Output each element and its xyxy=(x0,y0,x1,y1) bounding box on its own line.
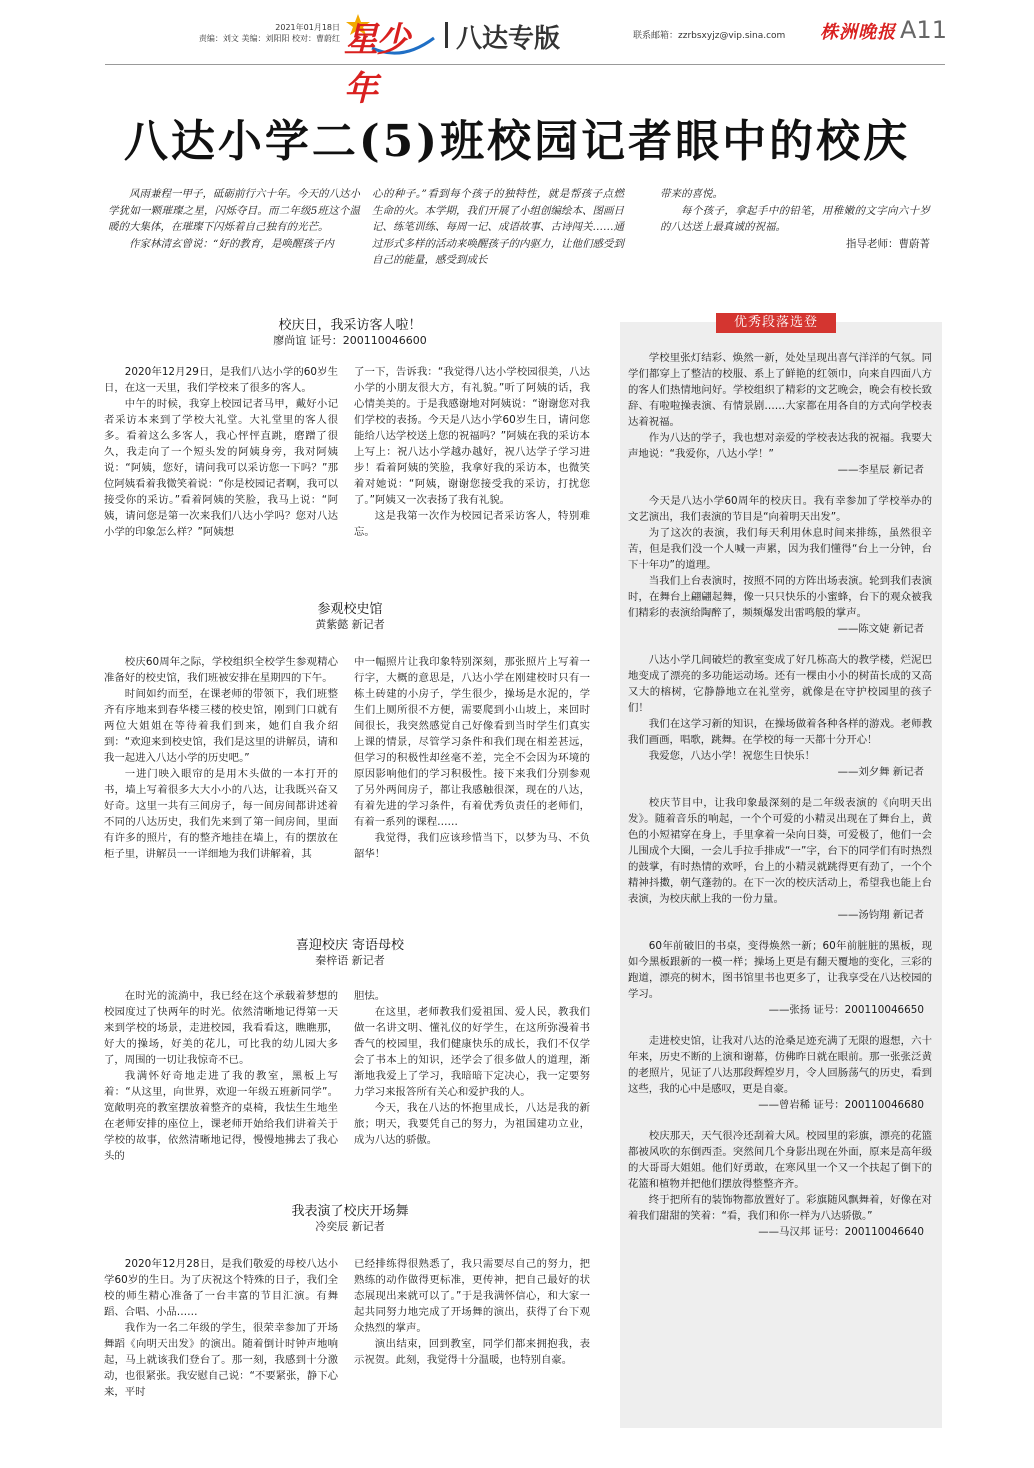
sidebar-excerpts xyxy=(628,350,932,1255)
excerpt-item xyxy=(628,795,932,923)
header-divider xyxy=(445,22,448,48)
article-paragraph: 这是我第一次作为校园记者采访客人，特别难忘。 xyxy=(354,510,590,538)
article-column xyxy=(354,1256,590,1432)
intro-paragraph: 风雨兼程一甲子，砥砺前行六十年。今天的八达小学犹如一颗璀璨之星，闪烁夺目。而二年级5班这个温暖的大集体，在璀璨下闪烁着自己独有的光芒。 xyxy=(108,188,360,233)
intro-column-1 xyxy=(108,186,360,252)
excerpt-paragraph: 走进校史馆，让我对八达的沧桑足迹充满了无限的遐想，六十年来，历史不断的上演和谢幕，仿佛昨日就在眼前。那一张张泛黄的老照片，见证了八达那段辉煌岁月，令人回肠荡气的历史，看到这些，我的心中是感叹，更是自豪。 xyxy=(628,1035,932,1095)
issue-date: 2021年01月18日 xyxy=(275,23,340,32)
article-paragraph: 在时光的流淌中，我已经在这个承载着梦想的校园度过了快两年的时光。依然清晰地记得第一天来到学校的场景，走进校园，我看看这，瞧瞧那，好大的操场，好美的花儿，可比我的幼儿园大多了，周围的一切让我惊奇不已。 xyxy=(104,990,338,1066)
article-column xyxy=(104,988,338,1184)
article-byline: 廖尚谊 证号：200110046600 xyxy=(273,334,427,347)
article-paragraph: 一进门映入眼帘的是用木头做的一本打开的书，墙上写着很多大大小小的八达，让我既兴奋又好奇。这里一共有三间房子，每一间房间都讲述着不同的八达历史，我们先来到了第一间房间，里面有许多的照片，有的整齐地挂在墙上，有的摆放在柜子里，讲解员一一详细地为我们讲解着，其 xyxy=(104,768,338,860)
excerpt-paragraph: 作为八达的学子，我也想对亲爱的学校表达我的祝福。我要大声地说：“我爱你，八达小学！” xyxy=(628,432,932,460)
article-paragraph: 时间如约而至，在课老师的带领下，我们班整齐有序地来到春华楼三楼的校史馆，刚到门口就有两位大姐姐在等待着我们到来，她们自我介绍到：“欢迎来到校史馆，我们是这里的讲解员，请和我一起进入八达小学的历史吧。” xyxy=(104,688,338,764)
excerpt-paragraph: 我们在这学习新的知识，在操场做着各种各样的游戏。老师教我们画画，唱歌，跳舞。在学校的每一天都十分开心！ xyxy=(628,718,932,746)
article-column xyxy=(354,654,590,916)
staff-credits: 责编：刘文 美编：刘阳阳 校对：曹蔚红 xyxy=(198,34,340,43)
article-column xyxy=(104,654,338,916)
excerpt-paragraph: 为了这次的表演，我们每天利用休息时间来排练，虽然很辛苦，但是我们没一个人喊一声累，因为我们懂得“台上一分钟，台下十年功”的道理。 xyxy=(628,527,932,571)
article-column xyxy=(104,364,338,580)
excerpt-item xyxy=(628,652,932,780)
article-paragraph: 已经排练得很熟悉了，我只需要尽自己的努力，把熟练的动作做得更标准，更传神，把自己最好的状态展现出来就可以了。”于是我满怀信心，和大家一起共同努力地完成了开场舞的演出，获得了台下观众热烈的掌声。 xyxy=(354,1258,590,1334)
article-paragraph: 2020年12月29日，是我们八达小学的60岁生日，在这一天里，我们学校来了很多的客人。 xyxy=(104,366,338,394)
article-paragraph: 中午的时候，我穿上校园记者马甲，戴好小记者采访本来到了学校大礼堂。大礼堂里的客人很多。看着这么多客人，我心怦怦直跳，磨蹭了很久，我走向了一个短头发的阿姨身旁，我对阿姨说：“阿姨，您好，请问我可以采访您一下吗？”那位阿姨看着我微笑着说：“你是校园记者啊，我可以接受你的采访。”看着阿姨的笑脸，我马上说：“阿姨，请问您是第一次来我们八达小学吗？您对八达小学的印象怎么样？”阿姨想 xyxy=(104,398,338,538)
excerpt-paragraph: 校庆那天，天气很冷还刮着大风。校园里的彩旗，漂亮的花篮都被风吹的东倒西歪。突然间几个身影出现在外面，原来是高年级的大哥哥大姐姐。他们好勇敢，在寒风里一个又一个扶起了倒下的花篮和植物并把他们摆放得整整齐齐。 xyxy=(628,1130,932,1190)
teacher-credit: 指导老师：曹蔚菁 xyxy=(846,237,930,250)
intro-paragraph: 心的种子。”看到每个孩子的独特性，就是帮孩子点燃生命的火。本学期，我们开展了小组创编绘本、图画日记、练笔训练、每周一记、成语故事、古诗闯关……通过形式多样的活动来唤醒孩子的内驱力，让他们感受到自己的能量，感受到成长 xyxy=(372,188,624,266)
article-paragraph: 中一幅照片让我印象特别深刻，那张照片上写着一行字，大概的意思是，八达小学在刚建校时只有一栋土砖建的小房子，学生很少，操场是水泥的，学生们上厕所很不方便，需要爬到小山坡上，来回时间很长，我突然感觉自己好像看到当时学生们真实上课的情景，尽管学习条件和我们现在相差甚远，但学习的积极性却丝毫不差，完全不会因为环境的原因影响他们的学习积极性。接下来我们分别参观了另外两间房子，都让我感触很深，现在的八达，有着先进的学习条件，有着优秀负责任的老师们，有着一系列的课程…… xyxy=(354,656,590,828)
article-paragraph: 了一下，告诉我：“我觉得八达小学校园很美，八达小学的小朋友很大方，有礼貌。”听了阿姨的话，我心情美美的。于是我感谢地对阿姨说：“谢谢您对我们学校的表扬。今天是八达小学60岁生日，请问您能给八达学校送上您的祝福吗？”阿姨在我的采访本上写上：祝八达小学越办越好，祝八达学子学习进步！看着阿姨的笑脸，我拿好我的采访本，也微笑着对她说：“阿姨，谢谢您接受我的采访，打扰您了。”阿姨又一次表扬了我有礼貌。 xyxy=(354,366,590,506)
excerpt-item xyxy=(628,350,932,478)
excerpt-signature: ——刘夕舞 新记者 xyxy=(837,766,924,778)
article-byline: 冷奕辰 新记者 xyxy=(315,1220,385,1233)
page-headline: 八达小学二(5)班校园记者眼中的校庆 xyxy=(123,116,911,167)
brand-logo xyxy=(342,8,438,109)
excerpt-signature: ——陈文婕 新记者 xyxy=(837,623,924,635)
excerpt-item xyxy=(628,938,932,1018)
excerpt-paragraph: 八达小学几间破烂的教室变成了好几栋高大的教学楼，烂泥巴地变成了漂亮的多功能运动场。还有一棵由小小的树苗长成的又高又大的榕树，它静静地立在礼堂旁，就像是在守护校园里的孩子们！ xyxy=(628,654,932,714)
intro-paragraph: 作家林清玄曾说：“好的教育，是唤醒孩子内 xyxy=(129,237,334,250)
article-paragraph: 校庆60周年之际，学校组织全校学生参观精心准备好的校史馆，我们班被安排在星期四的下午。 xyxy=(104,656,338,684)
excerpt-item xyxy=(628,1033,932,1113)
excerpt-item xyxy=(628,1128,932,1240)
article-title: 校庆日，我采访客人啦！ xyxy=(278,318,422,333)
intro-paragraph: 每个孩子，拿起手中的铅笔，用稚嫩的文字向六十岁的八达送上最真诚的祝福。 xyxy=(660,204,930,233)
header-rule xyxy=(105,64,945,65)
article-paragraph: 胆怯。 xyxy=(354,990,386,1002)
article-paragraph: 2020年12月28日，是我们敬爱的母校八达小学60岁的生日。为了庆祝这个特殊的日子，我们全校的师生精心准备了一台丰富的节目汇演。有舞蹈、合唱、小品…… xyxy=(104,1258,338,1318)
excerpt-signature: ——曾岩稀 证号：200110046680 xyxy=(758,1099,924,1111)
article-paragraph: 演出结束，回到教室，同学们都来拥抱我，表示祝贺。此刻，我觉得十分温暖，也特别自豪。 xyxy=(354,1338,590,1366)
excerpt-signature: ——汤钧翔 新记者 xyxy=(837,909,924,921)
article-byline: 黄紫懿 新记者 xyxy=(315,618,385,631)
excerpt-paragraph: 今天是八达小学60周年的校庆日。我有幸参加了学校举办的文艺演出，我们表演的节目是“向着明天出发”。 xyxy=(628,495,932,523)
article-paragraph: 在这里，老师教我们爱祖国、爱人民，教我们做一名讲文明、懂礼仪的好学生，在这所弥漫着书香气的校园里，我们健康快乐的成长，我们不仅学会了书本上的知识，还学会了很多做人的道理，渐渐地我爱上了学习，我暗暗下定决心，我一定要努力学习来报答所有关心和爱护我的人。 xyxy=(354,1006,590,1098)
excerpt-signature: ——马汉邦 证号：200110046640 xyxy=(758,1226,924,1238)
intro-column-3 xyxy=(660,186,930,252)
article-column xyxy=(104,1256,338,1432)
article-paragraph: 我满怀好奇地走进了我的教室，黑板上写着：“从这里，向世界，欢迎一年级五班新同学”。宽敞明亮的教室摆放着整齐的桌椅，我怯生生地坐在老师安排的座位上，课老师开始给我们讲着关于学校的故事，依然清晰地记得，慢慢地拂去了我心头的 xyxy=(104,1070,338,1162)
excerpt-paragraph: 60年前破旧的书桌，变得焕然一新；60年前脏脏的黑板，现如今黑板跟新的一模一样；操场上更是有翻天覆地的变化，三彩的跑道，漂亮的树木，图书馆里书也更多了，让我享受在八达校园的学习。 xyxy=(628,940,932,1000)
excerpt-paragraph: 当我们上台表演时，按照不同的方阵出场表演。轮到我们表演时，在舞台上翩翩起舞，像一只只快乐的小蜜蜂，台下的观众被我们精彩的表演给陶醉了，频频爆发出雷鸣般的掌声。 xyxy=(628,575,932,619)
masthead-info xyxy=(190,22,340,44)
intro-paragraph: 带来的喜悦。 xyxy=(660,188,723,200)
excerpt-signature: ——李星辰 新记者 xyxy=(837,464,924,476)
article-column xyxy=(354,988,590,1184)
newspaper-logo: 株洲晚报 xyxy=(820,22,896,43)
article-byline: 秦梓语 新记者 xyxy=(315,954,385,967)
article-paragraph: 我作为一名二年级的学生，很荣幸参加了开场舞蹈《向明天出发》的演出。随着倒计时钟声地响起，马上就该我们登台了。那一刻，我感到十分激动，也很紧张。我安慰自己说：“不要紧张，静下心来，平时 xyxy=(104,1322,338,1398)
article-title: 参观校史馆 xyxy=(317,602,383,617)
contact-email: 联系邮箱：zzrbsxyjz@vip.sina.com xyxy=(633,31,786,41)
excerpt-paragraph: 终于把所有的装饰物都放置好了。彩旗随风飘舞着，好像在对着我们甜甜的笑着：“看，我们和你一样为八达骄傲。” xyxy=(628,1194,932,1222)
excerpt-paragraph: 学校里张灯结彩、焕然一新，处处呈现出喜气洋洋的气氛。同学们都穿上了整洁的校服、系上了鲜艳的红领巾，向来自四面八方的客人们热情地问好。学校组织了精彩的文艺晚会，晚会有校长致辞、有啦啦操表演、有情景剧……大家都在用各自的方式向学校表达着祝福。 xyxy=(628,352,932,428)
excerpt-item xyxy=(628,493,932,637)
article-title: 我表演了校庆开场舞 xyxy=(291,1204,409,1219)
intro-column-2 xyxy=(372,186,624,269)
article-paragraph: 我觉得，我们应该珍惜当下，以梦为马、不负韶华！ xyxy=(354,832,590,860)
brand-name: 星少年 xyxy=(344,20,408,109)
page-number: A11 xyxy=(900,16,947,44)
section-title: 八达专版 xyxy=(456,24,561,54)
article-column xyxy=(354,364,590,580)
excerpt-paragraph: 我爱您，八达小学！祝您生日快乐！ xyxy=(648,750,816,762)
article-paragraph: 今天，我在八达的怀抱里成长，八达是我的新旅；明天，我要凭自己的努力，为祖国建功立业，成为八达的骄傲。 xyxy=(354,1102,590,1146)
excerpt-signature: ——张扬 证号：200110046650 xyxy=(768,1004,924,1016)
article-title: 喜迎校庆 寄语母校 xyxy=(295,938,405,953)
excerpt-paragraph: 校庆节目中，让我印象最深刻的是二年级表演的《向明天出发》。随着音乐的响起，一个个可爱的小精灵出现在了舞台上，黄色的小短裙穿在身上，手里拿着一朵向日葵，可爱极了，他们一会儿围成个大圈，一会儿手拉手排成“一”字，台下的同学们有时热烈的鼓掌，有时热情的欢呼，台上的小精灵就跳得更有劲了，一个个精神抖擞，朝气蓬勃的。在下一次的校庆活动上，希望我也能上台表演，为校庆献上我的一份力量。 xyxy=(628,797,932,905)
sidebar-badge: 优秀段落选登 xyxy=(716,313,836,333)
